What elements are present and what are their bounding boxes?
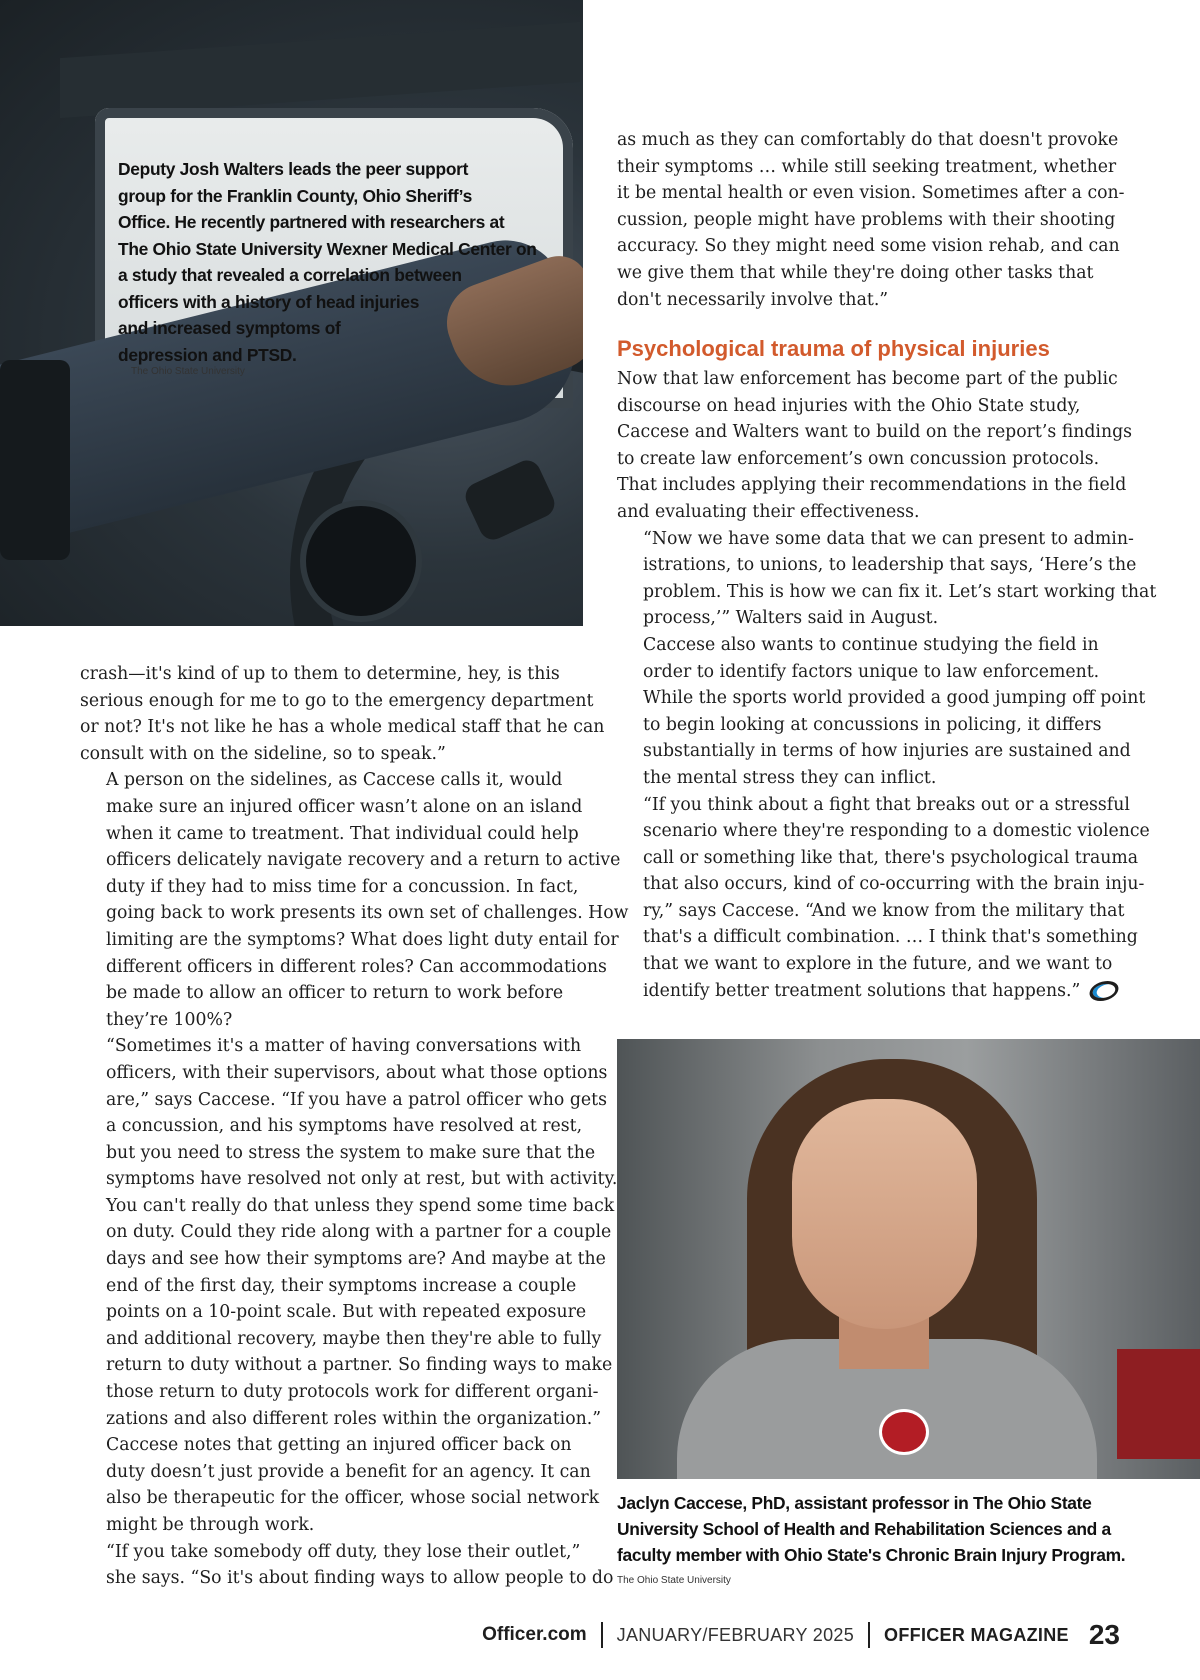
text-line: symptoms have resolved not only at rest, but with activity. [106,1169,618,1190]
paragraph [617,792,1150,1005]
paragraph [617,632,1146,792]
text-line: serious enough for me to go to the emergency department [80,690,594,711]
end-of-article-icon [1087,981,1122,1001]
page-footer [482,1618,1120,1652]
text-line: “If you take somebody off duty, they lose their outlet,” [106,1541,581,1562]
photo-caption: Deputy Josh Walters leads the peer support group for the Franklin County, Ohio Sheriff’s Office. He recently partnered with researchers at The Ohio State University Wexner Medical Center on a study that revealed a correlation between officers with a history of head injuries and increased symptoms of depression and PTSD. [118,159,537,365]
paragraph [80,1033,618,1432]
section-heading: Psychological trauma of physical injuries [617,336,1050,361]
text-line: A person on the sidelines, as Caccese calls it, would [106,770,563,791]
photo-credit: The Ohio State University [131,366,245,377]
portrait-credit: The Ohio State University [617,1575,731,1586]
text-line: accuracy. So they might need some vision rehab, and can [617,236,1120,257]
footer-magazine: OFFICER MAGAZINE [884,1624,1069,1645]
text-line: when it came to treatment. That individual could help [106,823,579,844]
ohio-state-logo [879,1409,929,1455]
text-line: days and see how their symptoms are? And maybe at the [106,1249,606,1270]
text-line: problem. This is how we can fix it. Let’s start working that [643,581,1157,602]
text-line: it be mental health or even vision. Sometimes after a con- [617,183,1125,204]
paragraph [80,1432,600,1538]
text-line: process,’” Walters said in August. [643,608,939,629]
text-line: istrations, to unions, to leadership that says, ‘Here’s the [643,555,1137,576]
text-line: might be through work. [106,1515,315,1535]
text-line: and evaluating their effectiveness. [617,501,920,522]
text-line: Now that law enforcement has become part of the public [617,369,1118,389]
text-line: officers delicately navigate recovery and a return to active [106,850,621,871]
text-line: Caccese notes that getting an injured officer back on [106,1435,572,1456]
text-line: she says. “So it's about finding ways to allow people to do [106,1568,614,1589]
footer-date: JANUARY/FEBRUARY 2025 [616,1624,855,1645]
text-line: are,” says Caccese. “If you have a patrol officer who gets [106,1089,607,1110]
text-line: a concussion, and his symptoms have resolved at rest, [106,1116,583,1137]
text-line: duty if they had to miss time for a concussion. In fact, [106,876,579,897]
paragraph [617,526,1157,632]
text-line: “Sometimes it's a matter of having conversations with [106,1036,582,1057]
text-line: don't necessarily involve that.” [617,289,889,310]
text-line: that's a difficult combination. … I think that's something [643,927,1138,948]
text-line: cussion, people might have problems with their shooting [617,209,1116,230]
text-line: That includes applying their recommendations in the field [617,475,1127,496]
text-line: You can't really do that unless they spend some time back [106,1195,615,1216]
text-line: While the sports world provided a good jumping off point [643,688,1146,709]
text-line: their symptoms … while still seeking treatment, whether [617,156,1117,177]
footer-divider [868,1622,870,1648]
text-line: as much as they can comfortably do that doesn't provoke [617,130,1119,150]
portrait-face [792,1099,977,1329]
text-line: or not? It's not like he has a whole medical staff that he can [80,717,605,738]
text-line: different officers in different roles? Can accommodations [106,956,607,977]
text-line: “If you think about a fight that breaks out or a stressful [643,794,1130,815]
text-line: we give them that while they're doing other tasks that [617,262,1094,283]
photo-deputy-walters [0,0,583,626]
text-line: zations and also different roles within the organization.” [106,1408,602,1429]
text-line: Caccese and Walters want to build on the report’s findings [617,422,1133,443]
footer-divider [601,1622,603,1648]
text-line: limiting are the symptoms? What does light duty entail for [106,929,619,950]
text-line: end of the first day, their symptoms increase a couple [106,1275,577,1296]
text-line: consult with on the sideline, so to speak.” [80,743,446,764]
article-column-right-bottom [617,366,1157,1004]
text-line: substantially in terms of how injuries are sustained and [643,741,1131,762]
text-line: return to duty without a partner. So finding ways to make [106,1355,613,1376]
text-line: they’re 100%? [106,1009,233,1030]
photo-jaclyn-caccese [617,1039,1200,1479]
paragraph [80,661,605,767]
text-line: that also occurs, kind of co-occurring with the brain inju- [643,874,1145,895]
portrait-caption: Jaclyn Caccese, PhD, assistant professor in The Ohio State University School of Health and Rehabilitation Sciences and a faculty member with Ohio State's Chronic Brain Injury Program. [617,1493,1126,1565]
text-line: to create law enforcement’s own concussion protocols. [617,448,1100,469]
text-line: points on a 10-point scale. But with repeated exposure [106,1302,587,1323]
text-line: make sure an injured officer wasn’t alone on an island [106,796,583,817]
text-line: ry,” says Caccese. “And we know from the military that [643,900,1125,921]
footer-site[interactable]: Officer.com [482,1624,587,1645]
text-line: discourse on head injuries with the Ohio State study, [617,395,1081,416]
text-line: “Now we have some data that we can present to admin- [643,528,1134,549]
text-line: and additional recovery, maybe then they're able to fully [106,1328,602,1349]
text-line: order to identify factors unique to law enforcement. [643,661,1100,682]
text-line: to begin looking at concussions in policing, it differs [643,714,1102,735]
text-line: be made to allow an officer to return to work before [106,983,564,1004]
text-line: on duty. Could they ride along with a partner for a couple [106,1222,612,1243]
text-line: identify better treatment solutions that happens.” [617,978,1122,1005]
paragraph [80,1539,614,1592]
text-line: officers, with their supervisors, about what those options [106,1062,608,1083]
paragraph [617,366,1133,526]
text-line: Caccese also wants to continue studying the field in [643,634,1099,655]
paragraph [617,127,1125,313]
text-line: that we want to explore in the future, and we want to [643,954,1113,975]
article-column-left [80,661,629,1592]
text-line: the mental stress they can inflict. [643,767,937,788]
text-line: going back to work presents its own set of challenges. How [106,903,629,924]
page-number: 23 [1088,1619,1120,1650]
text-line: but you need to stress the system to make sure that the [106,1142,596,1163]
text-line: call or something like that, there's psychological trauma [643,847,1139,868]
paragraph [80,767,629,1033]
text-line: also be therapeutic for the officer, whose social network [106,1488,600,1509]
text-line: those return to duty protocols work for different organi- [106,1382,599,1403]
text-line: crash—it's kind of up to them to determine, hey, is this [80,664,560,684]
text-line: duty doesn’t just provide a benefit for an agency. It can [106,1461,591,1482]
text-line: scenario where they're responding to a domestic violence [643,821,1150,842]
article-column-right-top [617,127,1125,313]
